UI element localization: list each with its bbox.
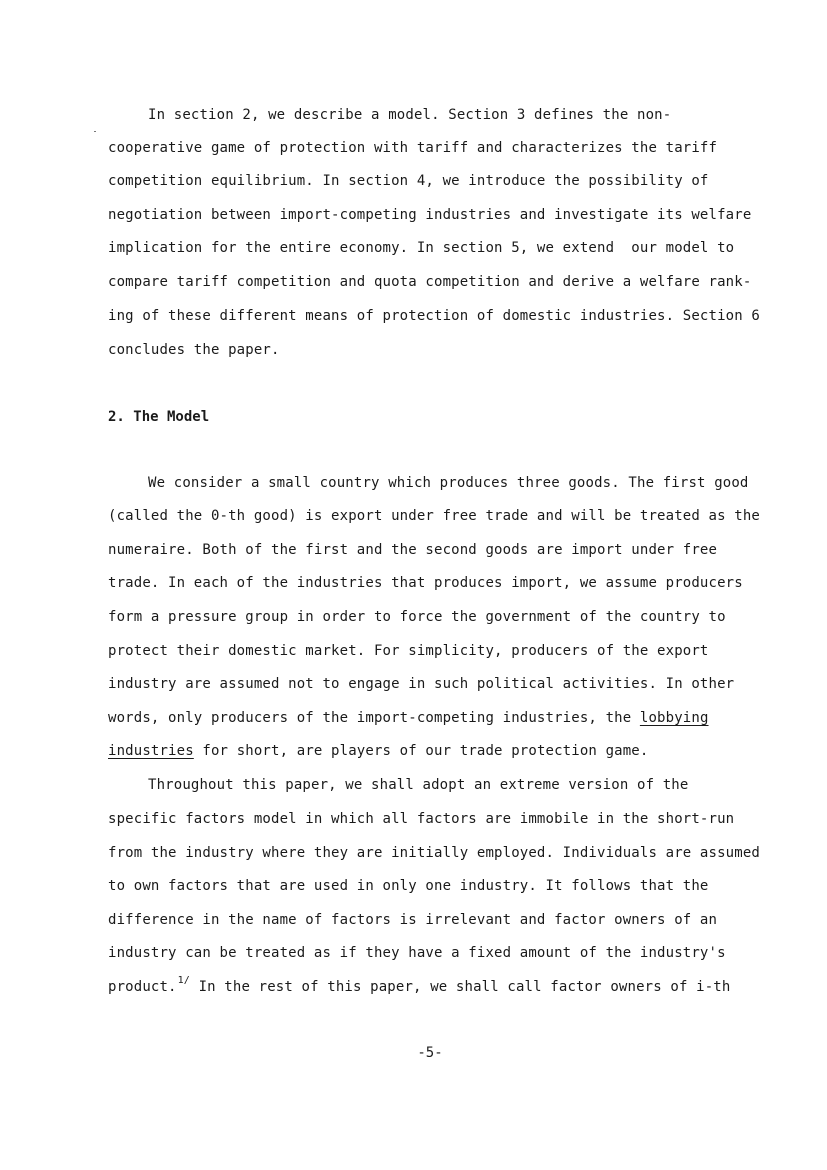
intro-line-7: ing of these different means of protection of domestic industries. Section 6 [108,308,760,324]
footnote-marker[interactable]: 1/ [177,975,190,986]
scan-speck [94,131,96,132]
intro-line-5: implication for the entire economy. In section 5, we extend our model to [108,240,735,256]
section-heading: 2. The Model [108,409,210,425]
para1-line-3: numeraire. Both of the first and the second goods are import under free [108,542,718,558]
para1-line-7: industry are assumed not to engage in such political activities. In other [108,676,735,692]
para2-line-7 [108,977,730,999]
para1-line-1: We consider a small country which produces three goods. The first good [148,475,749,491]
para2-line-3: from the industry where they are initially employed. Individuals are assumed [108,845,760,861]
para2-line-5: difference in the name of factors is irrelevant and factor owners of an [108,912,718,928]
para1-line-8-text: words, only producers of the import-competing industries, the [108,710,640,726]
para2-line-4: to own factors that are used in only one industry. It follows that the [108,878,709,894]
lobbying-term-part-2: industries [108,743,194,759]
para2-line-2: specific factors model in which all factors are immobile in the short-run [108,811,735,827]
intro-line-3: competition equilibrium. In section 4, we introduce the possibility of [108,173,709,189]
para1-line-9 [108,741,648,761]
para1-line-4: trade. In each of the industries that produces import, we assume producers [108,575,743,591]
intro-line-1: In section 2, we describe a model. Section 3 defines the non- [148,107,672,123]
para1-line-9-text: for short, are players of our trade protection game. [193,743,649,759]
para2-line-7-start: product. [108,979,177,995]
para2-line-7-rest: In the rest of this paper, we shall call factor owners of i-th [189,979,731,995]
para2-line-6: industry can be treated as if they have a fixed amount of the industry's [108,945,726,961]
intro-line-4: negotiation between import-competing industries and investigate its welfare [108,207,752,223]
para1-line-8 [108,708,709,728]
para1-line-6: protect their domestic market. For simplicity, producers of the export [108,643,709,659]
intro-line-8: concludes the paper. [108,342,280,358]
para1-line-5: form a pressure group in order to force the government of the country to [108,609,726,625]
para2-line-1: Throughout this paper, we shall adopt an extreme version of the [148,777,689,793]
page-number: -5- [417,1045,443,1061]
intro-line-6: compare tariff competition and quota competition and derive a welfare rank- [108,274,752,290]
intro-line-2: cooperative game of protection with tariff and characterizes the tariff [108,140,718,156]
lobbying-term-part-1: lobbying [639,710,709,726]
para1-line-2: (called the 0-th good) is export under free trade and will be treated as the [108,508,760,524]
